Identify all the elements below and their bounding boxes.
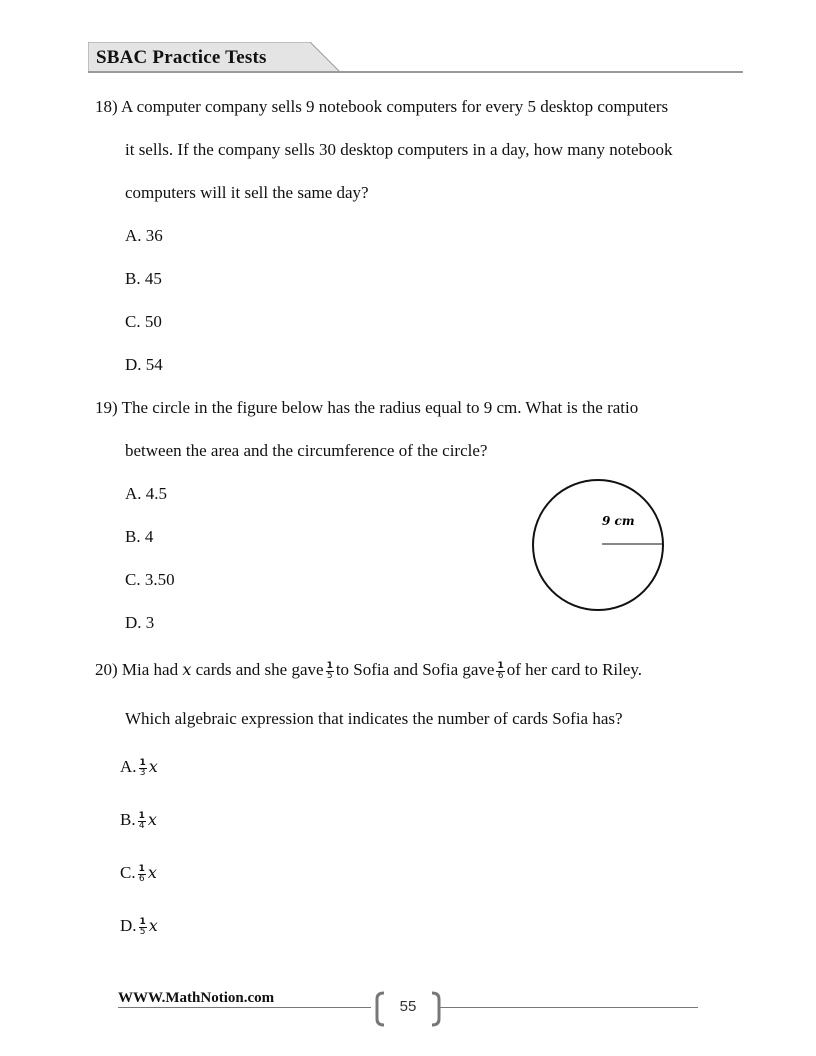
option-text: 4 — [144, 527, 154, 546]
q18-option-a[interactable] — [125, 226, 163, 246]
option-text: 50 — [144, 312, 162, 331]
question-19-line-1 — [95, 398, 638, 418]
option-letter: C. — [125, 312, 141, 331]
variable-x: x — [148, 916, 158, 935]
footer-rule-right — [440, 1007, 698, 1008]
question-text: The circle in the figure below has the radius equal to 9 cm. What is the ratio — [121, 398, 639, 417]
question-18-line-1 — [95, 97, 668, 117]
q18-option-b[interactable] — [125, 269, 162, 289]
option-fraction: $\frac{1}{3}$ — [139, 757, 146, 778]
option-text: 36 — [145, 226, 163, 245]
header-rule — [88, 71, 743, 73]
variable-x: x — [148, 757, 158, 776]
q20-option-d[interactable] — [120, 916, 158, 937]
q18-option-c[interactable] — [125, 312, 162, 332]
circle-outline — [533, 480, 663, 610]
option-text: 4.5 — [145, 484, 168, 503]
question-text: A computer company sells 9 notebook computers for every 5 desktop computers — [120, 97, 669, 116]
fraction-one-fifth: $\frac{1}{5}$ — [326, 660, 333, 681]
option-letter: C. — [125, 570, 141, 589]
question-19-line-2: between the area and the circumference of the circle? — [125, 441, 488, 460]
question-number: 19) — [95, 398, 118, 417]
question-text: of her card to Riley. — [506, 660, 643, 679]
question-number: 18) — [95, 97, 118, 116]
circle-figure — [528, 475, 668, 615]
question-text: Mia had — [121, 660, 179, 679]
variable-x: x — [182, 660, 192, 679]
header-title: SBAC Practice Tests — [96, 47, 267, 68]
q20-option-b[interactable] — [120, 810, 157, 831]
question-20-line-1 — [95, 660, 642, 681]
question-18-line-3: computers will it sell the same day? — [125, 183, 369, 202]
variable-x: x — [147, 810, 157, 829]
q19-option-a[interactable] — [125, 484, 167, 504]
option-letter: A. — [125, 226, 142, 245]
q18-option-d[interactable] — [125, 355, 163, 375]
q19-option-d[interactable] — [125, 613, 154, 633]
option-fraction: $\frac{1}{6}$ — [138, 863, 145, 884]
radius-label: 9 cm — [602, 514, 635, 528]
q19-option-b[interactable] — [125, 527, 153, 547]
option-letter: D. — [120, 916, 137, 935]
option-letter: D. — [125, 355, 142, 374]
q20-option-c[interactable] — [120, 863, 157, 884]
option-text: 3 — [145, 613, 155, 632]
option-letter: D. — [125, 613, 142, 632]
option-fraction: $\frac{1}{5}$ — [139, 916, 146, 937]
option-letter: C. — [120, 863, 136, 882]
footer-rule-left — [118, 1007, 371, 1008]
question-18-line-2: it sells. If the company sells 30 desktop computers in a day, how many notebook — [125, 140, 673, 159]
option-letter: B. — [125, 527, 141, 546]
fraction-one-sixth: $\frac{1}{6}$ — [497, 660, 504, 681]
q20-option-a[interactable] — [120, 757, 158, 778]
option-letter: B. — [120, 810, 136, 829]
q19-option-c[interactable] — [125, 570, 175, 590]
question-text: to Sofia and Sofia gave — [335, 660, 495, 679]
question-number: 20) — [95, 660, 118, 679]
option-letter: B. — [125, 269, 141, 288]
option-letter: A. — [125, 484, 142, 503]
question-text: cards and she gave — [195, 660, 324, 679]
variable-x: x — [147, 863, 157, 882]
option-fraction: $\frac{1}{4}$ — [138, 810, 145, 831]
page-header — [88, 42, 743, 74]
option-text: 45 — [144, 269, 162, 288]
option-text: 54 — [145, 355, 163, 374]
page-number: 55 — [399, 998, 417, 1015]
question-20-line-2: Which algebraic expression that indicates the number of cards Sofia has? — [125, 709, 623, 728]
footer-website: WWW.MathNotion.com — [118, 990, 275, 1006]
option-letter: A. — [120, 757, 137, 776]
option-text: 3.50 — [144, 570, 175, 589]
